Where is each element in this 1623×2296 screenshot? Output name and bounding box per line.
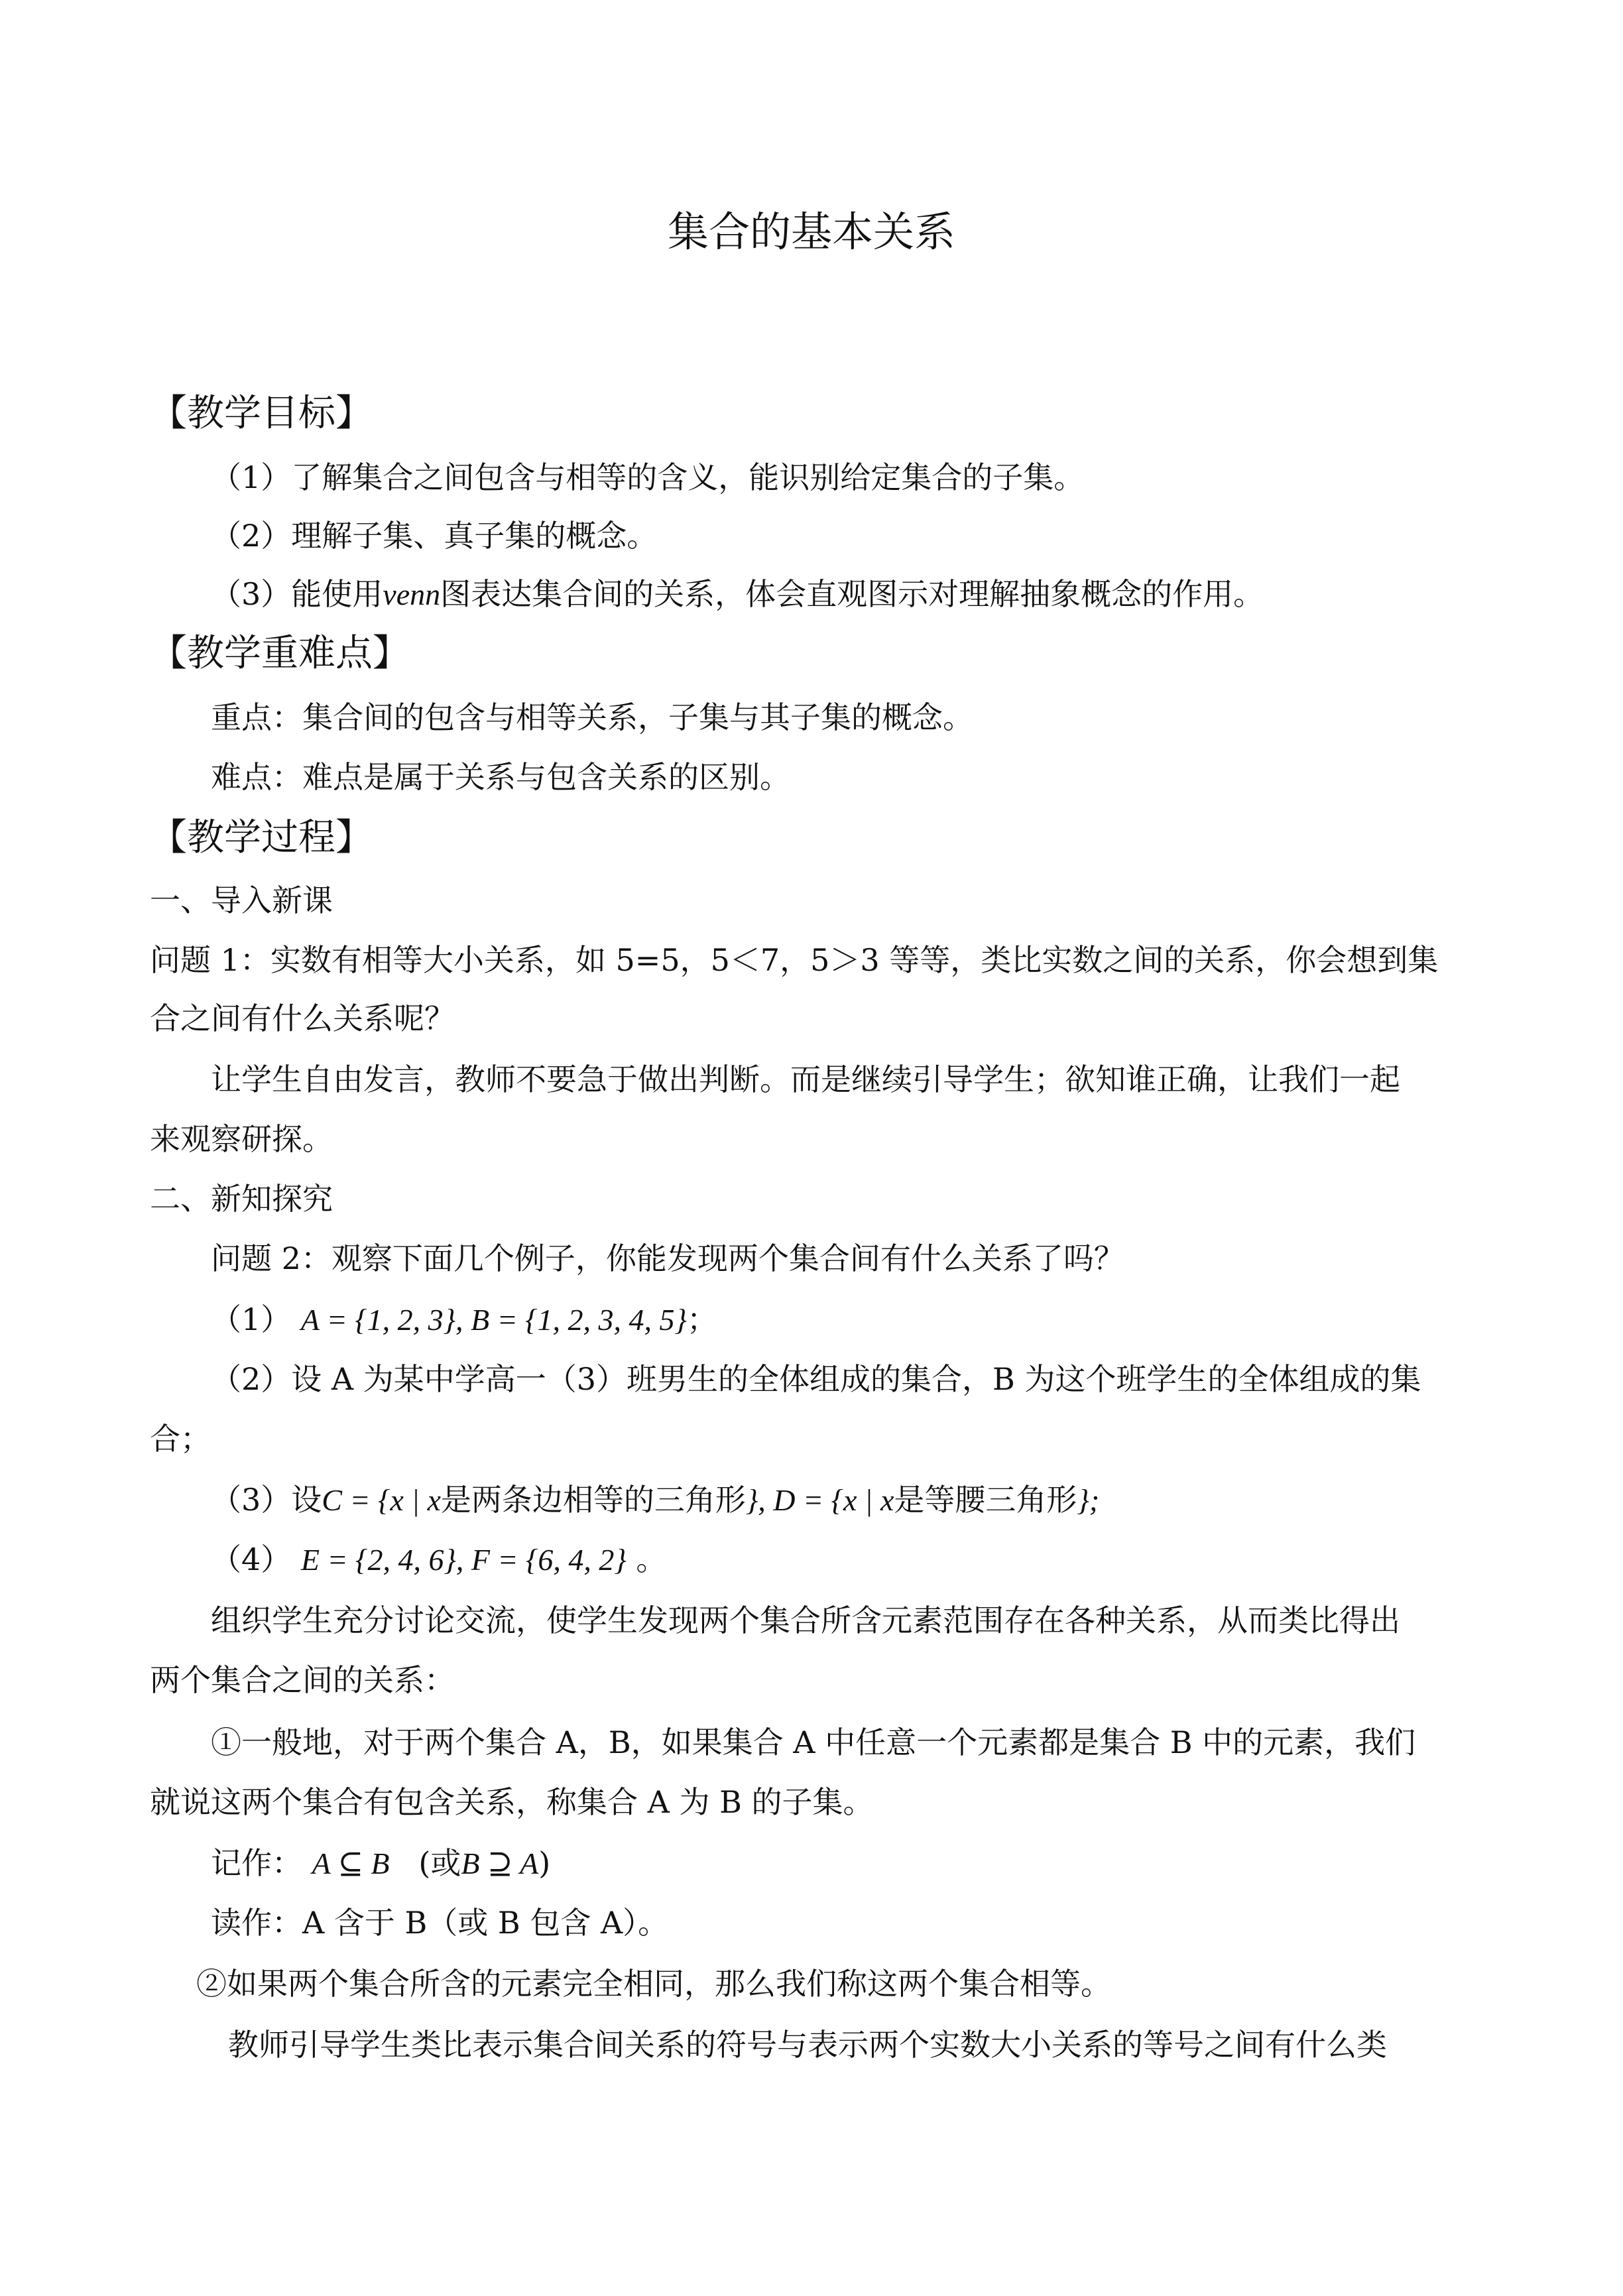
example-4-formula: E = {2, 4, 6}, F = {6, 4, 2} [300, 1543, 627, 1577]
example-3-label: （3）设 [211, 1482, 322, 1518]
example-3-set-d-desc: 是等腰三角形 [894, 1482, 1077, 1518]
notation-label: 记作： [211, 1845, 302, 1881]
example-3-set-d: }, D = {x | x [745, 1483, 894, 1517]
question-1-line-1: 问题 1：实数有相等大小关系，如 5=5，5＜7，5＞3 等等，类比实数之间的关系，你会想到集 [150, 942, 1439, 978]
section-heading-process: 【教学过程】 [150, 816, 373, 859]
goal-item-3-suffix: 图表达集合间的关系，体会直观图示对理解抽象概念的作用。 [440, 576, 1264, 612]
goal-item-1: （1）了解集合之间包含与相等的含义，能识别给定集合的子集。 [211, 459, 1085, 495]
definition-2: ②如果两个集合所含的元素完全相同，那么我们称这两个集合相等。 [196, 1966, 1111, 2002]
example-2-line-2: 合； [150, 1421, 211, 1457]
discussion-line-2: 两个集合之间的关系： [150, 1662, 455, 1698]
example-1-end: ； [686, 1301, 717, 1337]
part-1-heading: 一、导入新课 [150, 882, 333, 918]
notation-subset: A ⊆ B [312, 1846, 390, 1880]
guidance-line-2: 来观察研探。 [150, 1121, 333, 1157]
part-2-heading: 二、新知探究 [150, 1181, 333, 1217]
notation-line [211, 1842, 550, 1885]
question-1-line-2: 合之间有什么关系呢？ [150, 1000, 455, 1036]
key-point: 重点：集合间的包含与相等关系，子集与其子集的概念。 [211, 699, 973, 735]
question-2: 问题 2：观察下面几个例子，你能发现两个集合间有什么关系了吗？ [211, 1240, 1124, 1276]
guidance-line-1: 让学生自由发言，教师不要急于做出判断。而是继续引导学生；欲知谁正确，让我们一起 [211, 1061, 1400, 1097]
example-4 [211, 1538, 666, 1581]
last-line: 教师引导学生类比表示集合间关系的符号与表示两个实数大小关系的等号之间有什么类 [228, 2027, 1387, 2063]
goal-item-3 [211, 573, 1264, 616]
difficulty-point: 难点：难点是属于关系与包含关系的区别。 [211, 759, 790, 795]
notation-alt-open: (或 [418, 1845, 461, 1881]
definition-1-line-2: 就说这两个集合有包含关系，称集合 A 为 B 的子集。 [150, 1784, 874, 1820]
example-3-set-c: C = {x | x [322, 1483, 441, 1517]
example-4-end: 。 [636, 1541, 667, 1577]
example-2-line-1: （2）设 A 为某中学高一（3）班男生的全体组成的集合，B 为这个班学生的全体组成的集 [211, 1361, 1421, 1397]
discussion-line-1: 组织学生充分讨论交流，使学生发现两个集合所含元素范围存在各种关系，从而类比得出 [211, 1602, 1400, 1638]
reading-line: 读作：A 含于 B（或 B 包含 A）。 [211, 1905, 669, 1941]
example-3-end: }; [1077, 1483, 1100, 1517]
venn-term: venn [383, 577, 441, 611]
definition-1-line-1: ①一般地，对于两个集合 A，B，如果集合 A 中任意一个元素都是集合 B 中的元素，我们 [211, 1724, 1416, 1760]
example-1-formula: A = {1, 2, 3}, B = {1, 2, 3, 4, 5} [300, 1303, 687, 1337]
example-3-set-c-desc: 是两条边相等的三角形 [440, 1482, 746, 1518]
example-1-label: （1） [211, 1301, 292, 1337]
goal-item-3-prefix: （3）能使用 [211, 576, 383, 612]
section-heading-goals: 【教学目标】 [150, 392, 373, 435]
example-1 [211, 1298, 717, 1341]
example-3 [211, 1479, 1099, 1522]
notation-alt-close: ) [538, 1845, 551, 1881]
example-4-label: （4） [211, 1541, 292, 1577]
goal-item-2: （2）理解子集、真子集的概念。 [211, 518, 658, 554]
notation-superset: B ⊇ A [461, 1846, 539, 1880]
section-heading-keypoints: 【教学重难点】 [150, 632, 410, 675]
page-title: 集合的基本关系 [667, 208, 955, 256]
